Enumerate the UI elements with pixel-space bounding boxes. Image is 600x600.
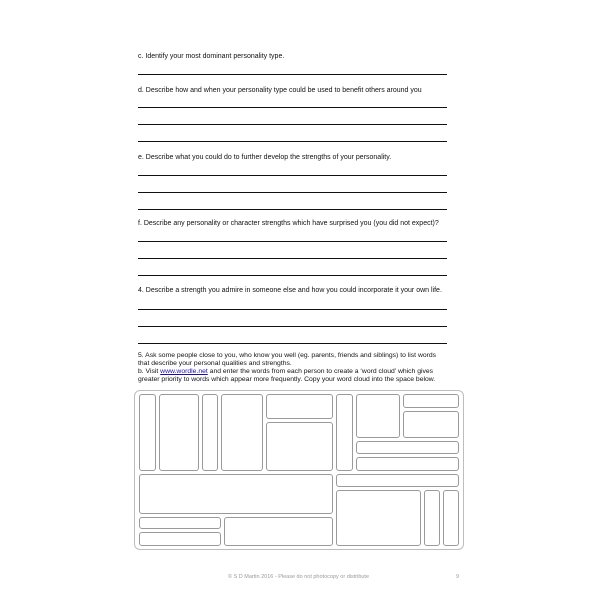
answer-line[interactable] xyxy=(138,124,447,125)
question-5b-prefix: b. Visit xyxy=(138,368,161,376)
word-cloud-cell xyxy=(266,394,333,419)
word-cloud-cell xyxy=(266,422,333,471)
answer-line[interactable] xyxy=(138,275,447,276)
question-5 xyxy=(138,352,468,384)
word-cloud-cell xyxy=(139,532,221,546)
question-5-line: that describe your personal qualities and strengths. xyxy=(138,360,292,368)
copyright-notice: © S D Martin 2016 - Please do not photocopy or distribute xyxy=(228,574,370,580)
word-cloud-cell xyxy=(336,490,421,546)
word-cloud-cell xyxy=(224,517,333,546)
question-5b-line xyxy=(138,368,468,376)
word-cloud-cell xyxy=(139,474,333,514)
word-cloud-cell xyxy=(202,394,218,471)
word-cloud-area[interactable] xyxy=(134,390,464,550)
word-cloud-cell xyxy=(139,517,221,529)
answer-line[interactable] xyxy=(138,258,447,259)
answer-line[interactable] xyxy=(138,241,447,242)
answer-line[interactable] xyxy=(138,343,447,344)
word-cloud-cell xyxy=(356,394,400,438)
answer-line[interactable] xyxy=(138,309,447,310)
wordle-link[interactable]: www.wordle.net xyxy=(160,368,208,376)
answer-line[interactable] xyxy=(138,175,447,176)
word-cloud-cell xyxy=(159,394,199,471)
answer-line[interactable] xyxy=(138,107,447,108)
question-f: f. Describe any personality or character strengths which have surprised you (you did not expect)? xyxy=(138,220,439,227)
word-cloud-cell xyxy=(221,394,263,471)
answer-line[interactable] xyxy=(138,192,447,193)
question-e: e. Describe what you could do to further develop the strengths of your personality. xyxy=(138,154,392,161)
word-cloud-cell xyxy=(336,474,459,487)
word-cloud-cell xyxy=(424,490,440,546)
word-cloud-cell xyxy=(403,394,459,408)
word-cloud-cell xyxy=(443,490,459,546)
answer-line[interactable] xyxy=(138,209,447,210)
word-cloud-cell xyxy=(356,441,459,454)
word-cloud-cell xyxy=(336,394,353,471)
word-cloud-cell xyxy=(356,457,459,471)
question-5-line: greater priority to words which appear more frequently. Copy your word cloud into the space below. xyxy=(138,376,436,384)
question-4: 4. Describe a strength you admire in someone else and how you could incorporate it your own life. xyxy=(138,287,442,294)
question-c: c. Identify your most dominant personality type. xyxy=(138,53,285,60)
question-d: d. Describe how and when your personality type could be used to benefit others around you xyxy=(138,87,422,94)
word-cloud-cell xyxy=(139,394,156,471)
answer-line[interactable] xyxy=(138,74,447,75)
word-cloud-cell xyxy=(403,411,459,438)
question-5-line: 5. Ask some people close to you, who know you well (eg. parents, friends and siblings) to list words xyxy=(138,352,437,359)
question-5b-suffix: and enter the words from each person to create a ‘word cloud’ which gives xyxy=(207,368,434,376)
answer-line[interactable] xyxy=(138,141,447,142)
page-number: 9 xyxy=(456,574,460,580)
answer-line[interactable] xyxy=(138,326,447,327)
